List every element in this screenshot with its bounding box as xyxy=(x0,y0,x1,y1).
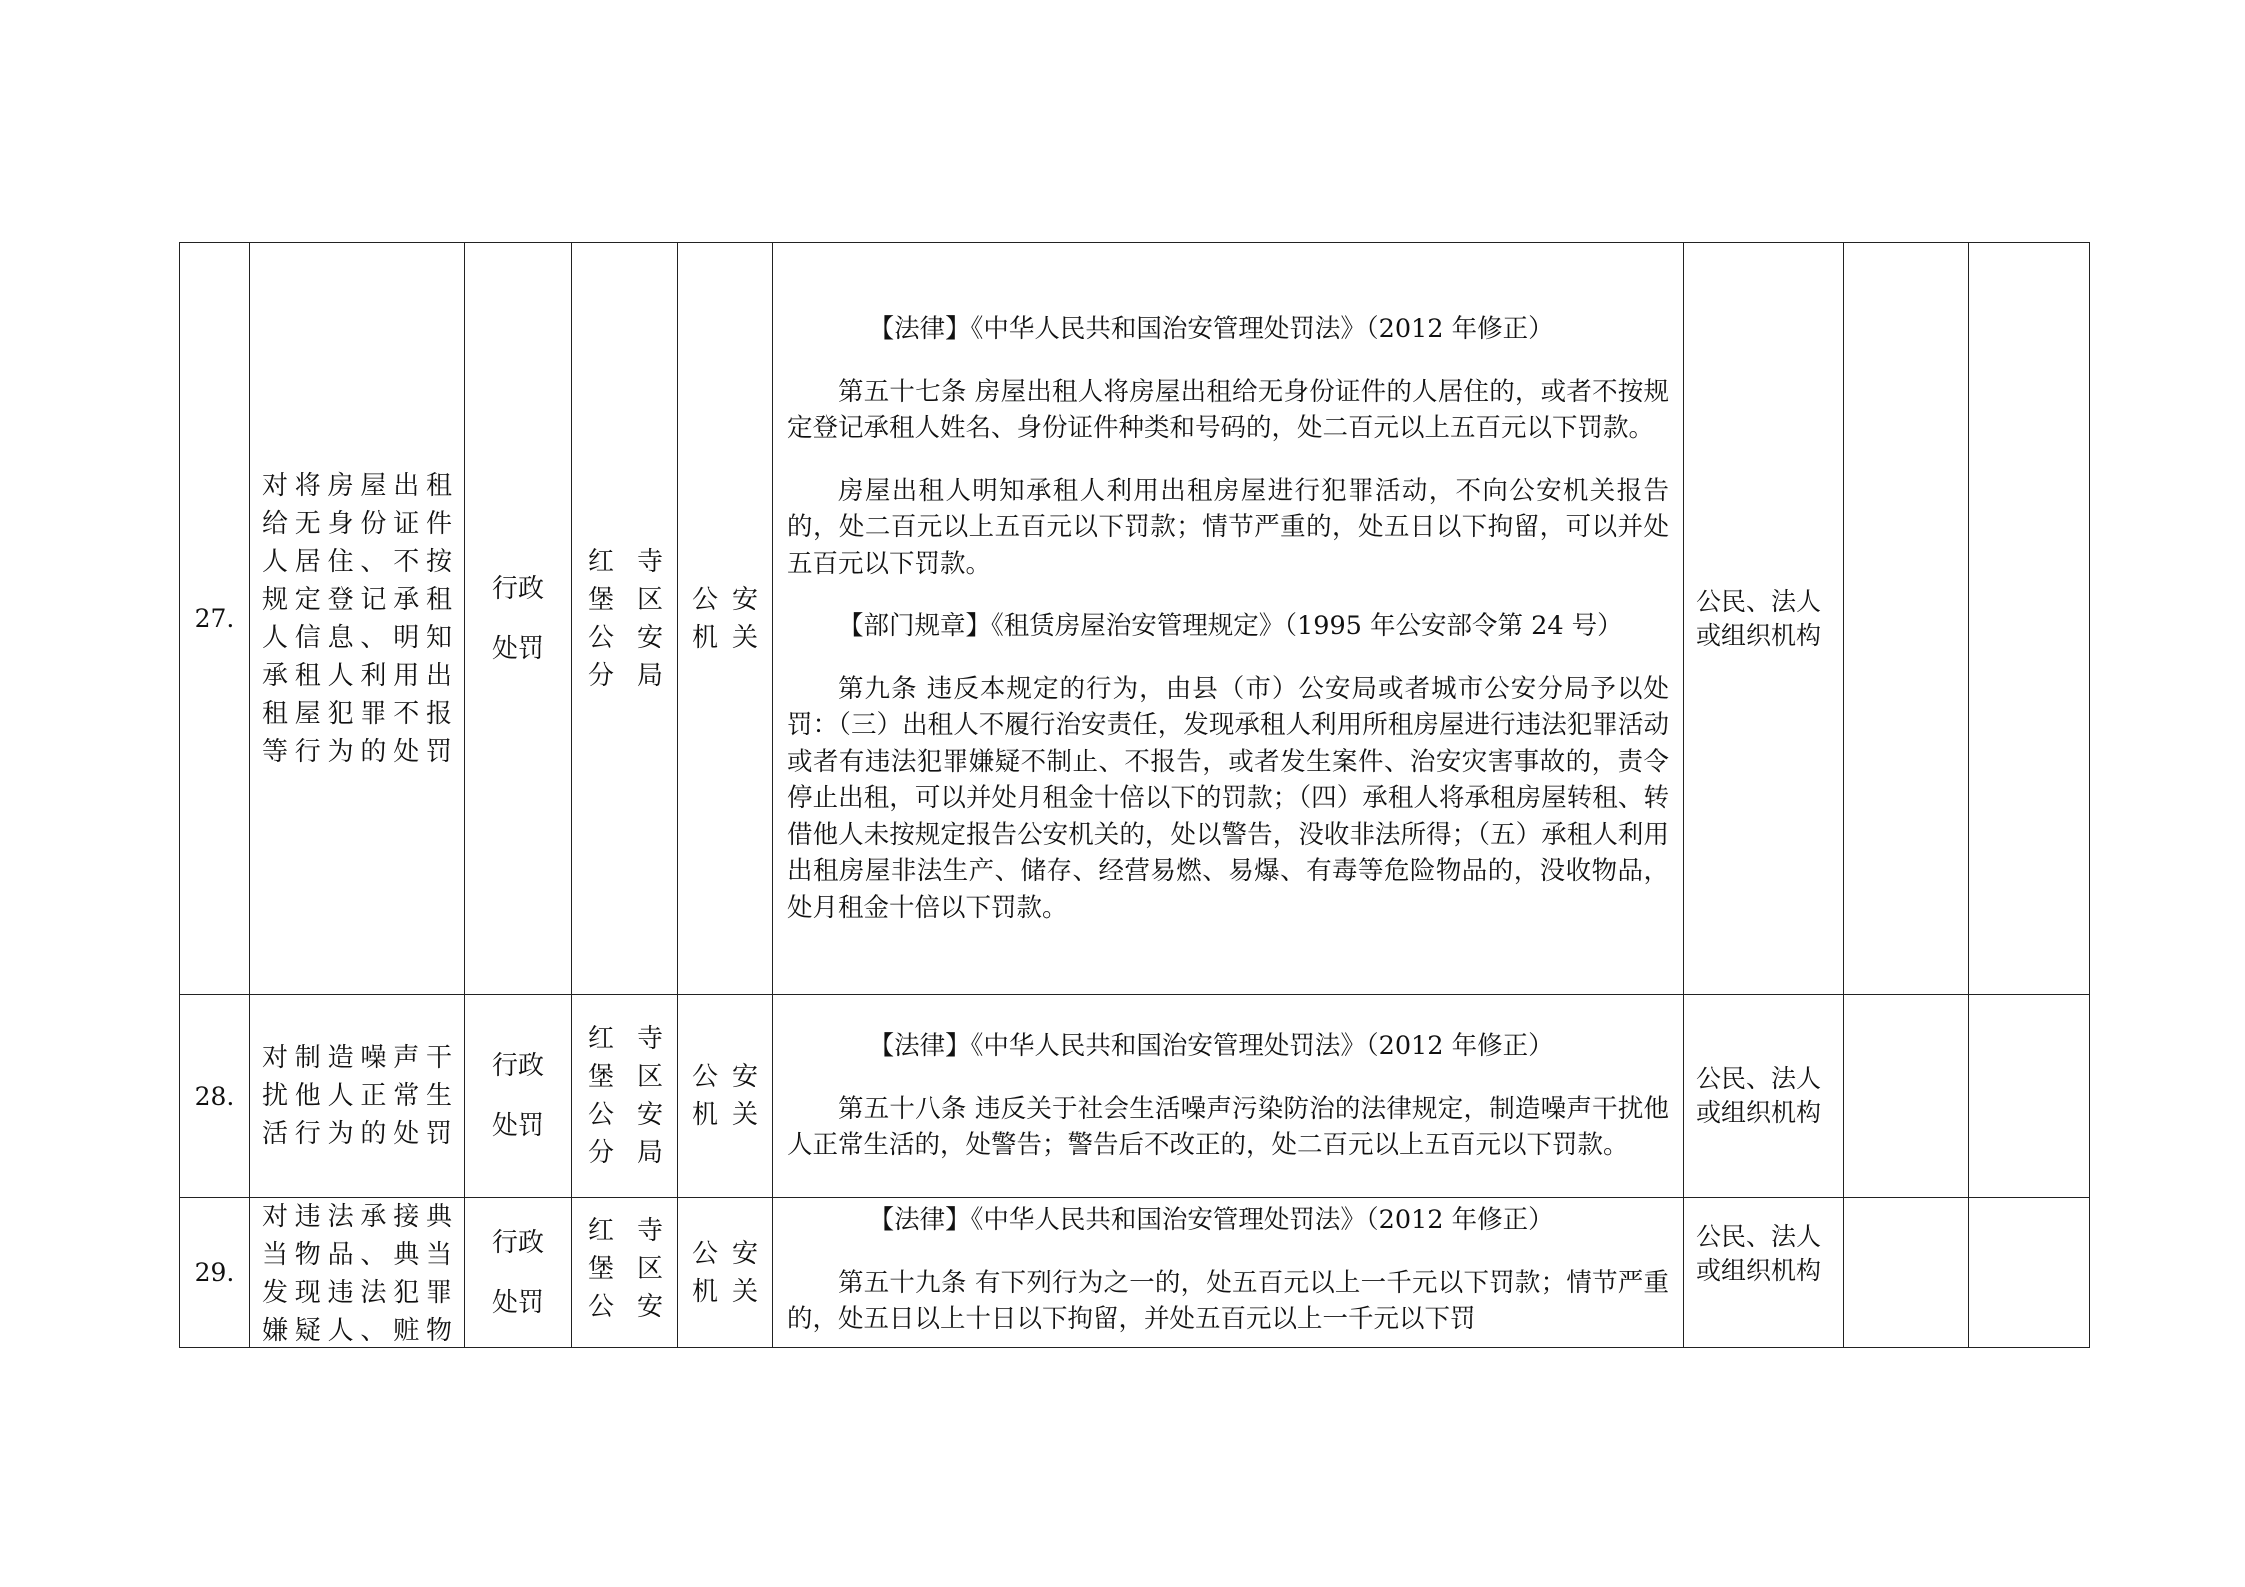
law-title: 【法律】《中华人民共和国治安管理处罚法》（2012 年修正） xyxy=(868,314,1554,344)
law-title: 【法律】《中华人民共和国治安管理处罚法》（2012 年修正） xyxy=(868,1205,1554,1235)
empty-cell xyxy=(1844,243,1969,995)
target-object: 公民、法人 或组织机构 xyxy=(1684,1198,1844,1348)
regulation-article: 第九条 违反本规定的行为，由县（市）公安局或者城市公安分局予以处罚：（三）出租人不履行治安责任，发现承租人利用所租房屋进行违法犯罪活动或者有违法犯罪嫌疑不制止、不报告，或者发生案件、治安灾害事故的，责令停止出租，可以并处月租金十倍以下的罚款；（四）承租人将承租房屋转租、转借他人未按规定报告公安机关的，处以警告，没收非法所得；（五）承租人利用出租房屋非法生产、储存、经营易燃、易爆、有毒等危险物品的，没收物品，处月租金十倍以下罚款。 xyxy=(787,673,1669,923)
responsible-department: 公 安 机关 xyxy=(678,1198,773,1348)
table-row xyxy=(180,995,2090,1198)
responsible-department: 公 安 机关 xyxy=(678,995,773,1198)
law-title: 【法律】《中华人民共和国治安管理处罚法》（2012 年修正） xyxy=(868,1031,1554,1062)
row-number: 29. xyxy=(180,1198,250,1348)
empty-cell xyxy=(1969,243,2090,995)
empty-cell xyxy=(1969,995,2090,1198)
regulation-title: 【部门规章】《租赁房屋治安管理规定》（1995 年公安部令第 24 号） xyxy=(838,611,1623,641)
law-article: 房屋出租人明知承租人利用出租房屋进行犯罪活动，不向公安机关报告的，处二百元以上五百元以下罚款；情节严重的，处五日以下拘留，可以并处五百元以下罚款。 xyxy=(787,475,1669,579)
authority-type: 行政 处罚 xyxy=(465,1198,572,1348)
law-article: 第五十七条 房屋出租人将房屋出租给无身份证件的人居住的，或者不按规定登记承租人姓名、身份证件种类和号码的，处二百元以上五百元以下罚款。 xyxy=(787,376,1669,443)
law-article: 第五十八条 违反关于社会生活噪声污染防治的法律规定，制造噪声干扰他人正常生活的，处警告；警告后不改正的，处二百元以上五百元以下罚款。 xyxy=(787,1093,1669,1161)
item-name: 对制造噪声干 扰他人正常生 活行为的处罚 xyxy=(250,995,465,1198)
legal-basis xyxy=(773,243,1684,995)
legal-basis xyxy=(773,995,1684,1198)
row-number: 28. xyxy=(180,995,250,1198)
item-name: 对将房屋出租 给无身份证件 人居住、不按 规定登记承租 人信息、明知 承租人利用出 租屋犯罪不报 等行为的处罚 xyxy=(250,243,465,995)
authority-type: 行政 处罚 xyxy=(465,995,572,1198)
implementing-agency: 红 寺 堡 区 公 安 分局 xyxy=(572,243,678,995)
authority-type: 行政 处罚 xyxy=(465,243,572,995)
legal-basis-clip xyxy=(787,1198,1669,1347)
implementing-agency: 红 寺 堡 区 公 安 分局 xyxy=(572,995,678,1198)
table-row xyxy=(180,1198,2090,1348)
row-number: 27. xyxy=(180,243,250,995)
target-object: 公民、法人 或组织机构 xyxy=(1684,995,1844,1198)
law-article: 第五十九条 有下列行为之一的，处五百元以上一千元以下罚款；情节严重的，处五日以上十日以下拘留，并处五百元以上一千元以下罚 xyxy=(787,1267,1669,1334)
implementing-agency: 红 寺 堡 区 公 安 xyxy=(572,1198,678,1348)
item-name-clip: 对违法承接典 当物品、典当 发现违法犯罪 嫌疑人、赃物 xyxy=(262,1202,452,1343)
empty-cell xyxy=(1844,995,1969,1198)
legal-basis xyxy=(773,1198,1684,1348)
table-row xyxy=(180,243,2090,995)
target-object: 公民、法人 或组织机构 xyxy=(1684,243,1844,995)
item-name xyxy=(250,1198,465,1348)
empty-cell xyxy=(1969,1198,2090,1348)
responsible-department: 公安 机关 xyxy=(678,243,773,995)
empty-cell xyxy=(1844,1198,1969,1348)
authority-table xyxy=(179,242,2090,1348)
